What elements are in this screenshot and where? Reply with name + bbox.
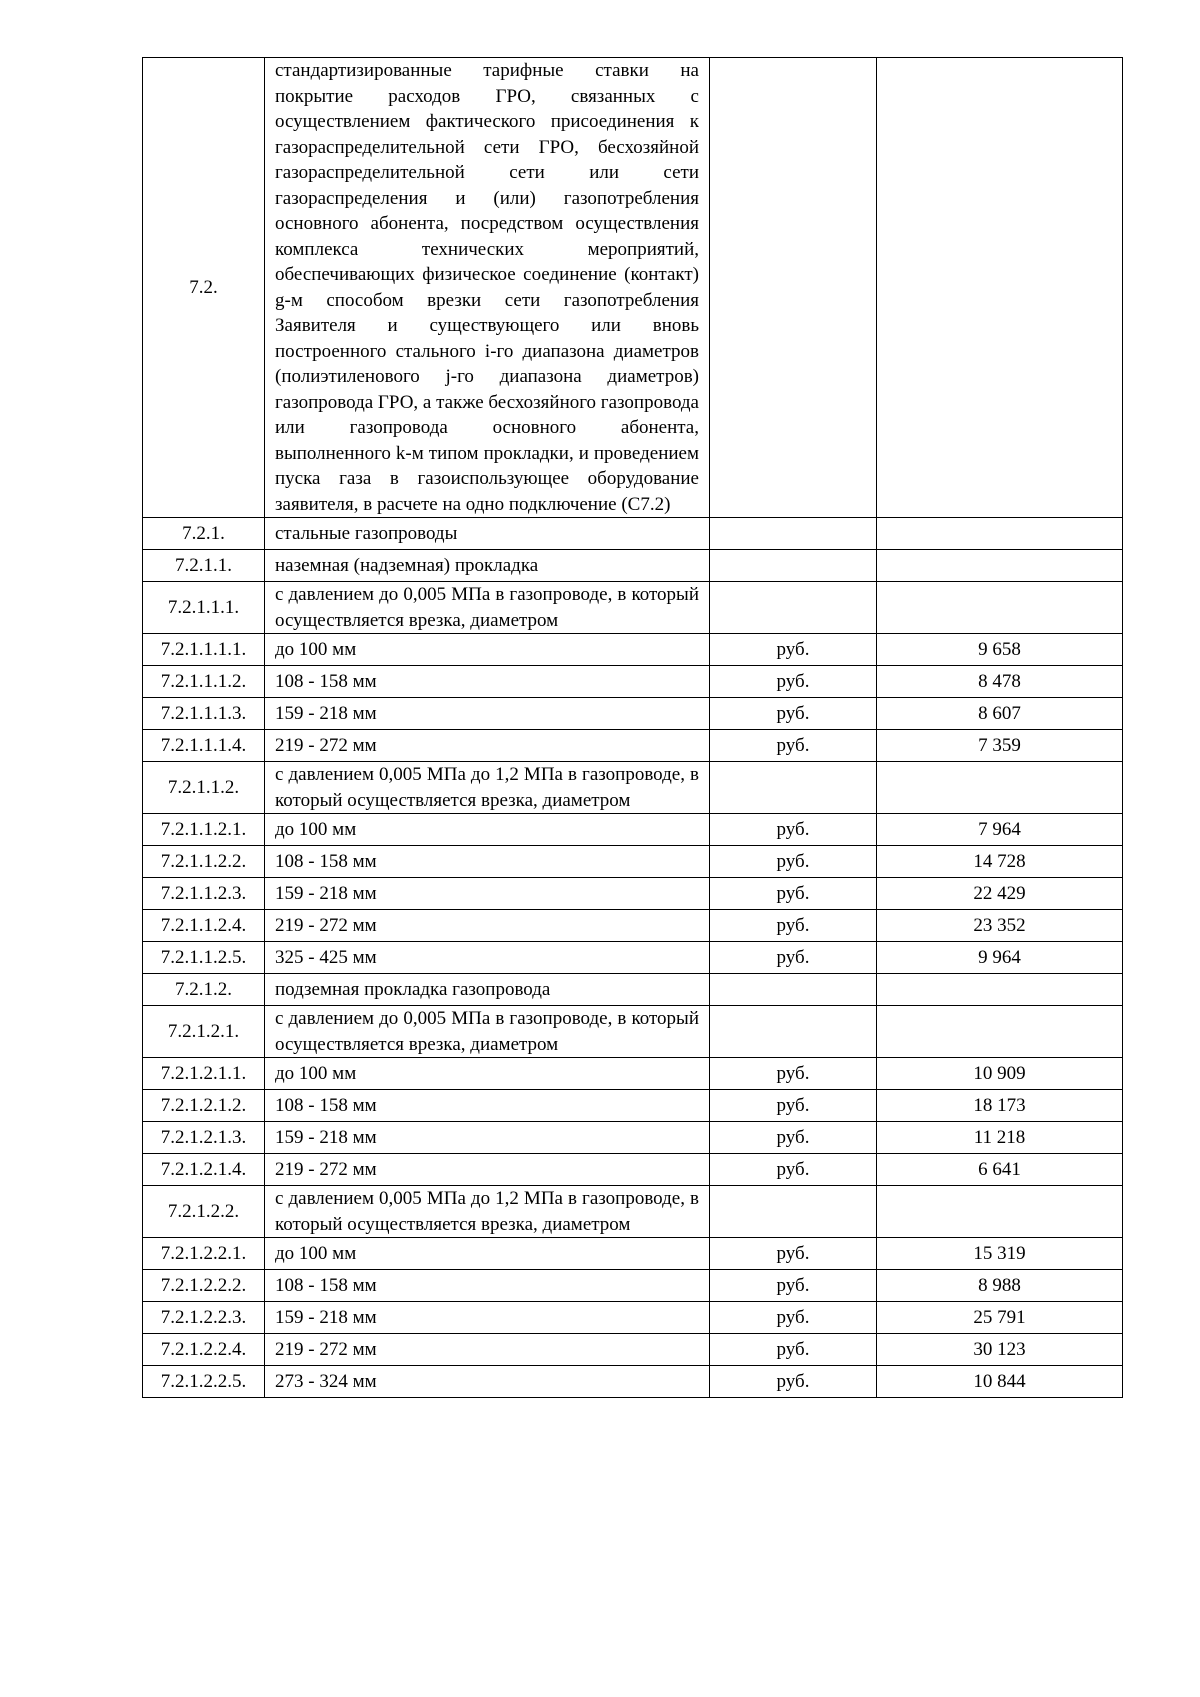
table-row [143, 1090, 1123, 1122]
table-row [143, 1334, 1123, 1366]
row-unit [710, 974, 877, 1006]
row-code: 7.2.1.2.2.3. [143, 1302, 265, 1334]
row-description: 219 - 272 мм [265, 730, 710, 762]
row-description: с давлением до 0,005 МПа в газопроводе, в который осуществляется врезка, диаметром [265, 582, 710, 634]
row-value: 8 478 [877, 666, 1123, 698]
table-row [143, 550, 1123, 582]
table-row [143, 942, 1123, 974]
row-unit: руб. [710, 1154, 877, 1186]
row-unit: руб. [710, 1270, 877, 1302]
table-row [143, 1302, 1123, 1334]
row-code: 7.2.1.1.2.3. [143, 878, 265, 910]
row-description: с давлением 0,005 МПа до 1,2 МПа в газопроводе, в который осуществляется врезка, диаметром [265, 762, 710, 814]
row-unit: руб. [710, 878, 877, 910]
row-value [877, 582, 1123, 634]
row-value: 23 352 [877, 910, 1123, 942]
row-code: 7.2.1.1.2.2. [143, 846, 265, 878]
row-description: наземная (надземная) прокладка [265, 550, 710, 582]
row-unit: руб. [710, 730, 877, 762]
row-code: 7.2.1.1.1. [143, 582, 265, 634]
row-unit: руб. [710, 1090, 877, 1122]
row-code: 7.2.1.1.1.3. [143, 698, 265, 730]
row-code: 7.2.1.1.2.5. [143, 942, 265, 974]
row-code: 7.2.1.2.1.4. [143, 1154, 265, 1186]
row-code: 7.2.1.2.1.3. [143, 1122, 265, 1154]
row-description: 273 - 324 мм [265, 1366, 710, 1398]
table-row [143, 1186, 1123, 1238]
row-code: 7.2.1.2.1. [143, 1006, 265, 1058]
row-code: 7.2.1.1.1.4. [143, 730, 265, 762]
table-row [143, 1366, 1123, 1398]
row-description: подземная прокладка газопровода [265, 974, 710, 1006]
row-description: 108 - 158 мм [265, 666, 710, 698]
row-description: стальные газопроводы [265, 518, 710, 550]
row-unit [710, 518, 877, 550]
row-description: с давлением 0,005 МПа до 1,2 МПа в газопроводе, в который осуществляется врезка, диаметром [265, 1186, 710, 1238]
row-description: до 100 мм [265, 1238, 710, 1270]
table-row [143, 1154, 1123, 1186]
row-code: 7.2.1.2.2. [143, 1186, 265, 1238]
row-value [877, 550, 1123, 582]
row-description: стандартизированные тарифные ставки на покрытие расходов ГРО, связанных с осуществлением фактического присоединения к газораспределительной сети ГРО, бесхозяйной газораспределительной сети или сети газораспределения и (или) газопотребления основного абонента, посредством осуществления комплекса технических мероприятий, обеспечивающих физическое соединение (контакт) g-м способом врезки сети газопотребления Заявителя и существующего или вновь построенного стального i-го диапазона диаметров (полиэтиленового j-го диапазона диаметров) газопровода ГРО, а также бесхозяйного газопровода или газопровода основного абонента, выполненного k-м типом прокладки, и проведением пуска газа в газоиспользующее оборудование заявителя, в расчете на одно подключение (С7.2) [265, 58, 710, 518]
row-value: 30 123 [877, 1334, 1123, 1366]
row-unit: руб. [710, 1058, 877, 1090]
row-description: 159 - 218 мм [265, 1122, 710, 1154]
row-description: 108 - 158 мм [265, 1090, 710, 1122]
row-description: 108 - 158 мм [265, 846, 710, 878]
row-value [877, 1006, 1123, 1058]
table-row [143, 1006, 1123, 1058]
row-code: 7.2.1.2.2.1. [143, 1238, 265, 1270]
row-description: до 100 мм [265, 1058, 710, 1090]
row-unit: руб. [710, 846, 877, 878]
row-code: 7.2.1.2.2.5. [143, 1366, 265, 1398]
row-value: 7 359 [877, 730, 1123, 762]
table-row [143, 1270, 1123, 1302]
table-row [143, 666, 1123, 698]
row-value: 10 844 [877, 1366, 1123, 1398]
row-value: 25 791 [877, 1302, 1123, 1334]
row-value: 18 173 [877, 1090, 1123, 1122]
row-description: 159 - 218 мм [265, 1302, 710, 1334]
row-value [877, 974, 1123, 1006]
table-row [143, 582, 1123, 634]
row-value [877, 762, 1123, 814]
row-unit: руб. [710, 1122, 877, 1154]
row-value: 9 658 [877, 634, 1123, 666]
table-row [143, 1058, 1123, 1090]
row-code: 7.2. [143, 58, 265, 518]
table-row [143, 910, 1123, 942]
table-row [143, 518, 1123, 550]
row-unit: руб. [710, 1366, 877, 1398]
row-description: 159 - 218 мм [265, 878, 710, 910]
row-code: 7.2.1.2.2.2. [143, 1270, 265, 1302]
row-description: с давлением до 0,005 МПа в газопроводе, в который осуществляется врезка, диаметром [265, 1006, 710, 1058]
table-row [143, 698, 1123, 730]
row-value: 10 909 [877, 1058, 1123, 1090]
table-row [143, 1238, 1123, 1270]
row-description: 219 - 272 мм [265, 910, 710, 942]
row-unit [710, 58, 877, 518]
row-value: 8 607 [877, 698, 1123, 730]
table-row [143, 730, 1123, 762]
tariff-table-body [143, 58, 1123, 1398]
row-unit: руб. [710, 910, 877, 942]
row-unit: руб. [710, 942, 877, 974]
row-value [877, 518, 1123, 550]
row-unit [710, 1006, 877, 1058]
row-unit: руб. [710, 698, 877, 730]
row-description: 325 - 425 мм [265, 942, 710, 974]
row-unit [710, 762, 877, 814]
row-unit [710, 1186, 877, 1238]
row-unit: руб. [710, 634, 877, 666]
row-code: 7.2.1.1.1.1. [143, 634, 265, 666]
table-row [143, 634, 1123, 666]
row-value: 15 319 [877, 1238, 1123, 1270]
row-unit: руб. [710, 814, 877, 846]
row-code: 7.2.1.1.2.4. [143, 910, 265, 942]
table-row [143, 762, 1123, 814]
row-description: 219 - 272 мм [265, 1154, 710, 1186]
row-unit: руб. [710, 1238, 877, 1270]
row-value: 9 964 [877, 942, 1123, 974]
tariff-table [142, 57, 1123, 1398]
row-unit: руб. [710, 1334, 877, 1366]
row-value [877, 1186, 1123, 1238]
table-row [143, 878, 1123, 910]
row-description: 108 - 158 мм [265, 1270, 710, 1302]
row-value: 22 429 [877, 878, 1123, 910]
row-code: 7.2.1.1.2.1. [143, 814, 265, 846]
row-value [877, 58, 1123, 518]
row-code: 7.2.1.2.1.2. [143, 1090, 265, 1122]
row-code: 7.2.1.1. [143, 550, 265, 582]
row-code: 7.2.1.2.1.1. [143, 1058, 265, 1090]
row-unit: руб. [710, 666, 877, 698]
row-value: 8 988 [877, 1270, 1123, 1302]
row-value: 7 964 [877, 814, 1123, 846]
row-unit: руб. [710, 1302, 877, 1334]
row-code: 7.2.1.1.1.2. [143, 666, 265, 698]
table-row [143, 846, 1123, 878]
row-description: до 100 мм [265, 814, 710, 846]
row-code: 7.2.1.1.2. [143, 762, 265, 814]
row-code: 7.2.1.2.2.4. [143, 1334, 265, 1366]
row-description: до 100 мм [265, 634, 710, 666]
row-unit [710, 550, 877, 582]
row-value: 11 218 [877, 1122, 1123, 1154]
table-row [143, 974, 1123, 1006]
row-description: 159 - 218 мм [265, 698, 710, 730]
row-unit [710, 582, 877, 634]
table-row [143, 1122, 1123, 1154]
row-value: 6 641 [877, 1154, 1123, 1186]
row-code: 7.2.1.2. [143, 974, 265, 1006]
table-row [143, 58, 1123, 518]
table-row [143, 814, 1123, 846]
row-description: 219 - 272 мм [265, 1334, 710, 1366]
row-code: 7.2.1. [143, 518, 265, 550]
row-value: 14 728 [877, 846, 1123, 878]
